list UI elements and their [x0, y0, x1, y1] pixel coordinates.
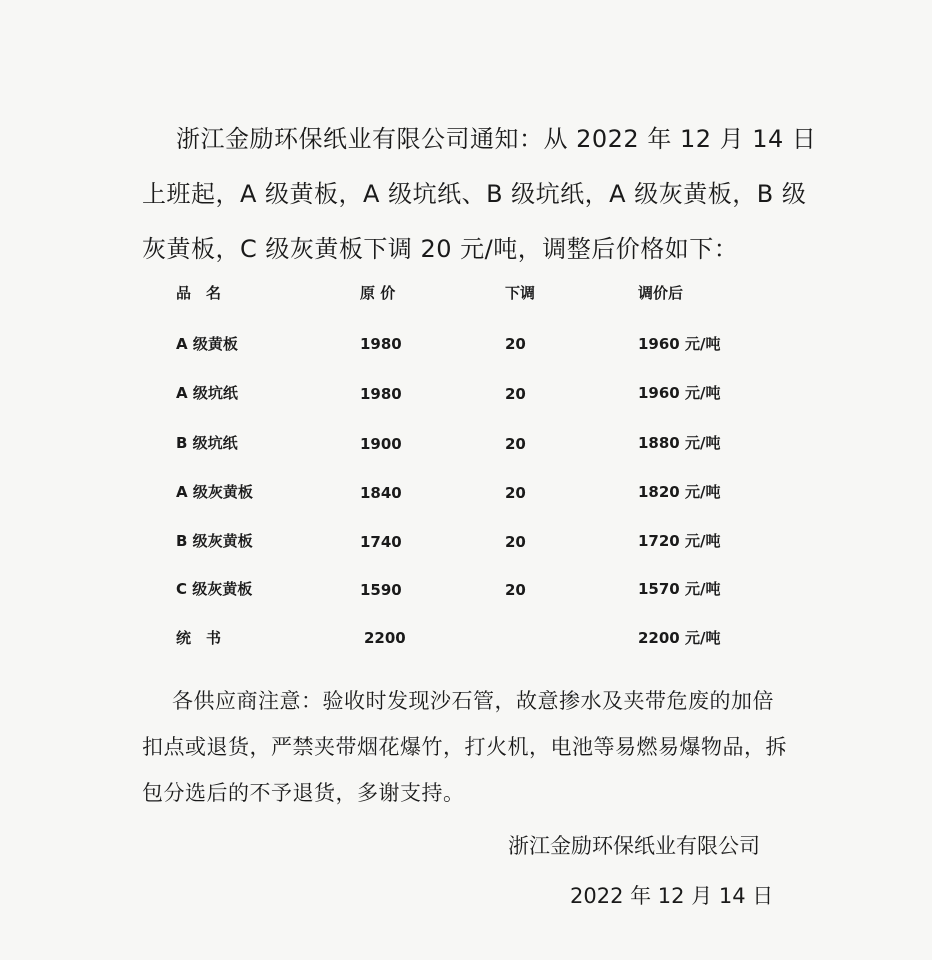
- header-product-name: 品 名: [176, 284, 222, 302]
- supplier-notice: [142, 678, 822, 816]
- row-reduction: 20: [505, 385, 526, 403]
- row-adjusted-price: 2200 元/吨: [638, 629, 721, 647]
- row-adjusted-price: 1880 元/吨: [638, 434, 721, 452]
- intro-line-3: 灰黄板，C 级灰黄板下调 20 元/吨，调整后价格如下：: [142, 235, 739, 263]
- company-signature: 浙江金励环保纸业有限公司: [508, 834, 760, 858]
- row-product-name: A 级坑纸: [176, 384, 238, 402]
- header-adjusted-price: 调价后: [638, 284, 684, 302]
- notice-date: 2022 年 12 月 14 日: [570, 884, 774, 908]
- intro-line-2: 上班起，A 级黄板，A 级坑纸、B 级坑纸，A 级灰黄板，B 级: [142, 180, 807, 208]
- intro-paragraph: [142, 112, 817, 277]
- row-original-price: 1590: [360, 581, 402, 599]
- row-original-price: 1740: [360, 533, 402, 551]
- row-reduction: 20: [505, 484, 526, 502]
- header-original-price: 原 价: [360, 284, 396, 302]
- row-original-price: 1980: [360, 335, 402, 353]
- row-adjusted-price: 1960 元/吨: [638, 335, 721, 353]
- row-product-name: 统 书: [176, 629, 222, 647]
- row-product-name: A 级灰黄板: [176, 483, 253, 501]
- row-reduction: 20: [505, 435, 526, 453]
- row-product-name: B 级坑纸: [176, 434, 238, 452]
- row-reduction: 20: [505, 335, 526, 353]
- row-adjusted-price: 1570 元/吨: [638, 580, 721, 598]
- row-reduction: 20: [505, 533, 526, 551]
- row-original-price: 1980: [360, 385, 402, 403]
- notice-line-2: 扣点或退货，严禁夹带烟花爆竹，打火机，电池等易燃易爆物品，拆: [142, 735, 787, 759]
- row-original-price: 1900: [360, 435, 402, 453]
- row-reduction: 20: [505, 581, 526, 599]
- row-product-name: B 级灰黄板: [176, 532, 253, 550]
- row-adjusted-price: 1960 元/吨: [638, 384, 721, 402]
- row-original-price: 2200: [364, 629, 406, 647]
- row-adjusted-price: 1820 元/吨: [638, 483, 721, 501]
- intro-line-1: 浙江金励环保纸业有限公司通知：从 2022 年 12 月 14 日: [176, 125, 817, 153]
- header-reduction: 下调: [505, 284, 536, 302]
- row-product-name: A 级黄板: [176, 335, 238, 353]
- row-adjusted-price: 1720 元/吨: [638, 532, 721, 550]
- row-product-name: C 级灰黄板: [176, 580, 253, 598]
- notice-line-3: 包分选后的不予退货，多谢支持。: [142, 781, 465, 805]
- notice-line-1: 各供应商注意：验收时发现沙石管，故意掺水及夹带危废的加倍: [172, 689, 774, 713]
- row-original-price: 1840: [360, 484, 402, 502]
